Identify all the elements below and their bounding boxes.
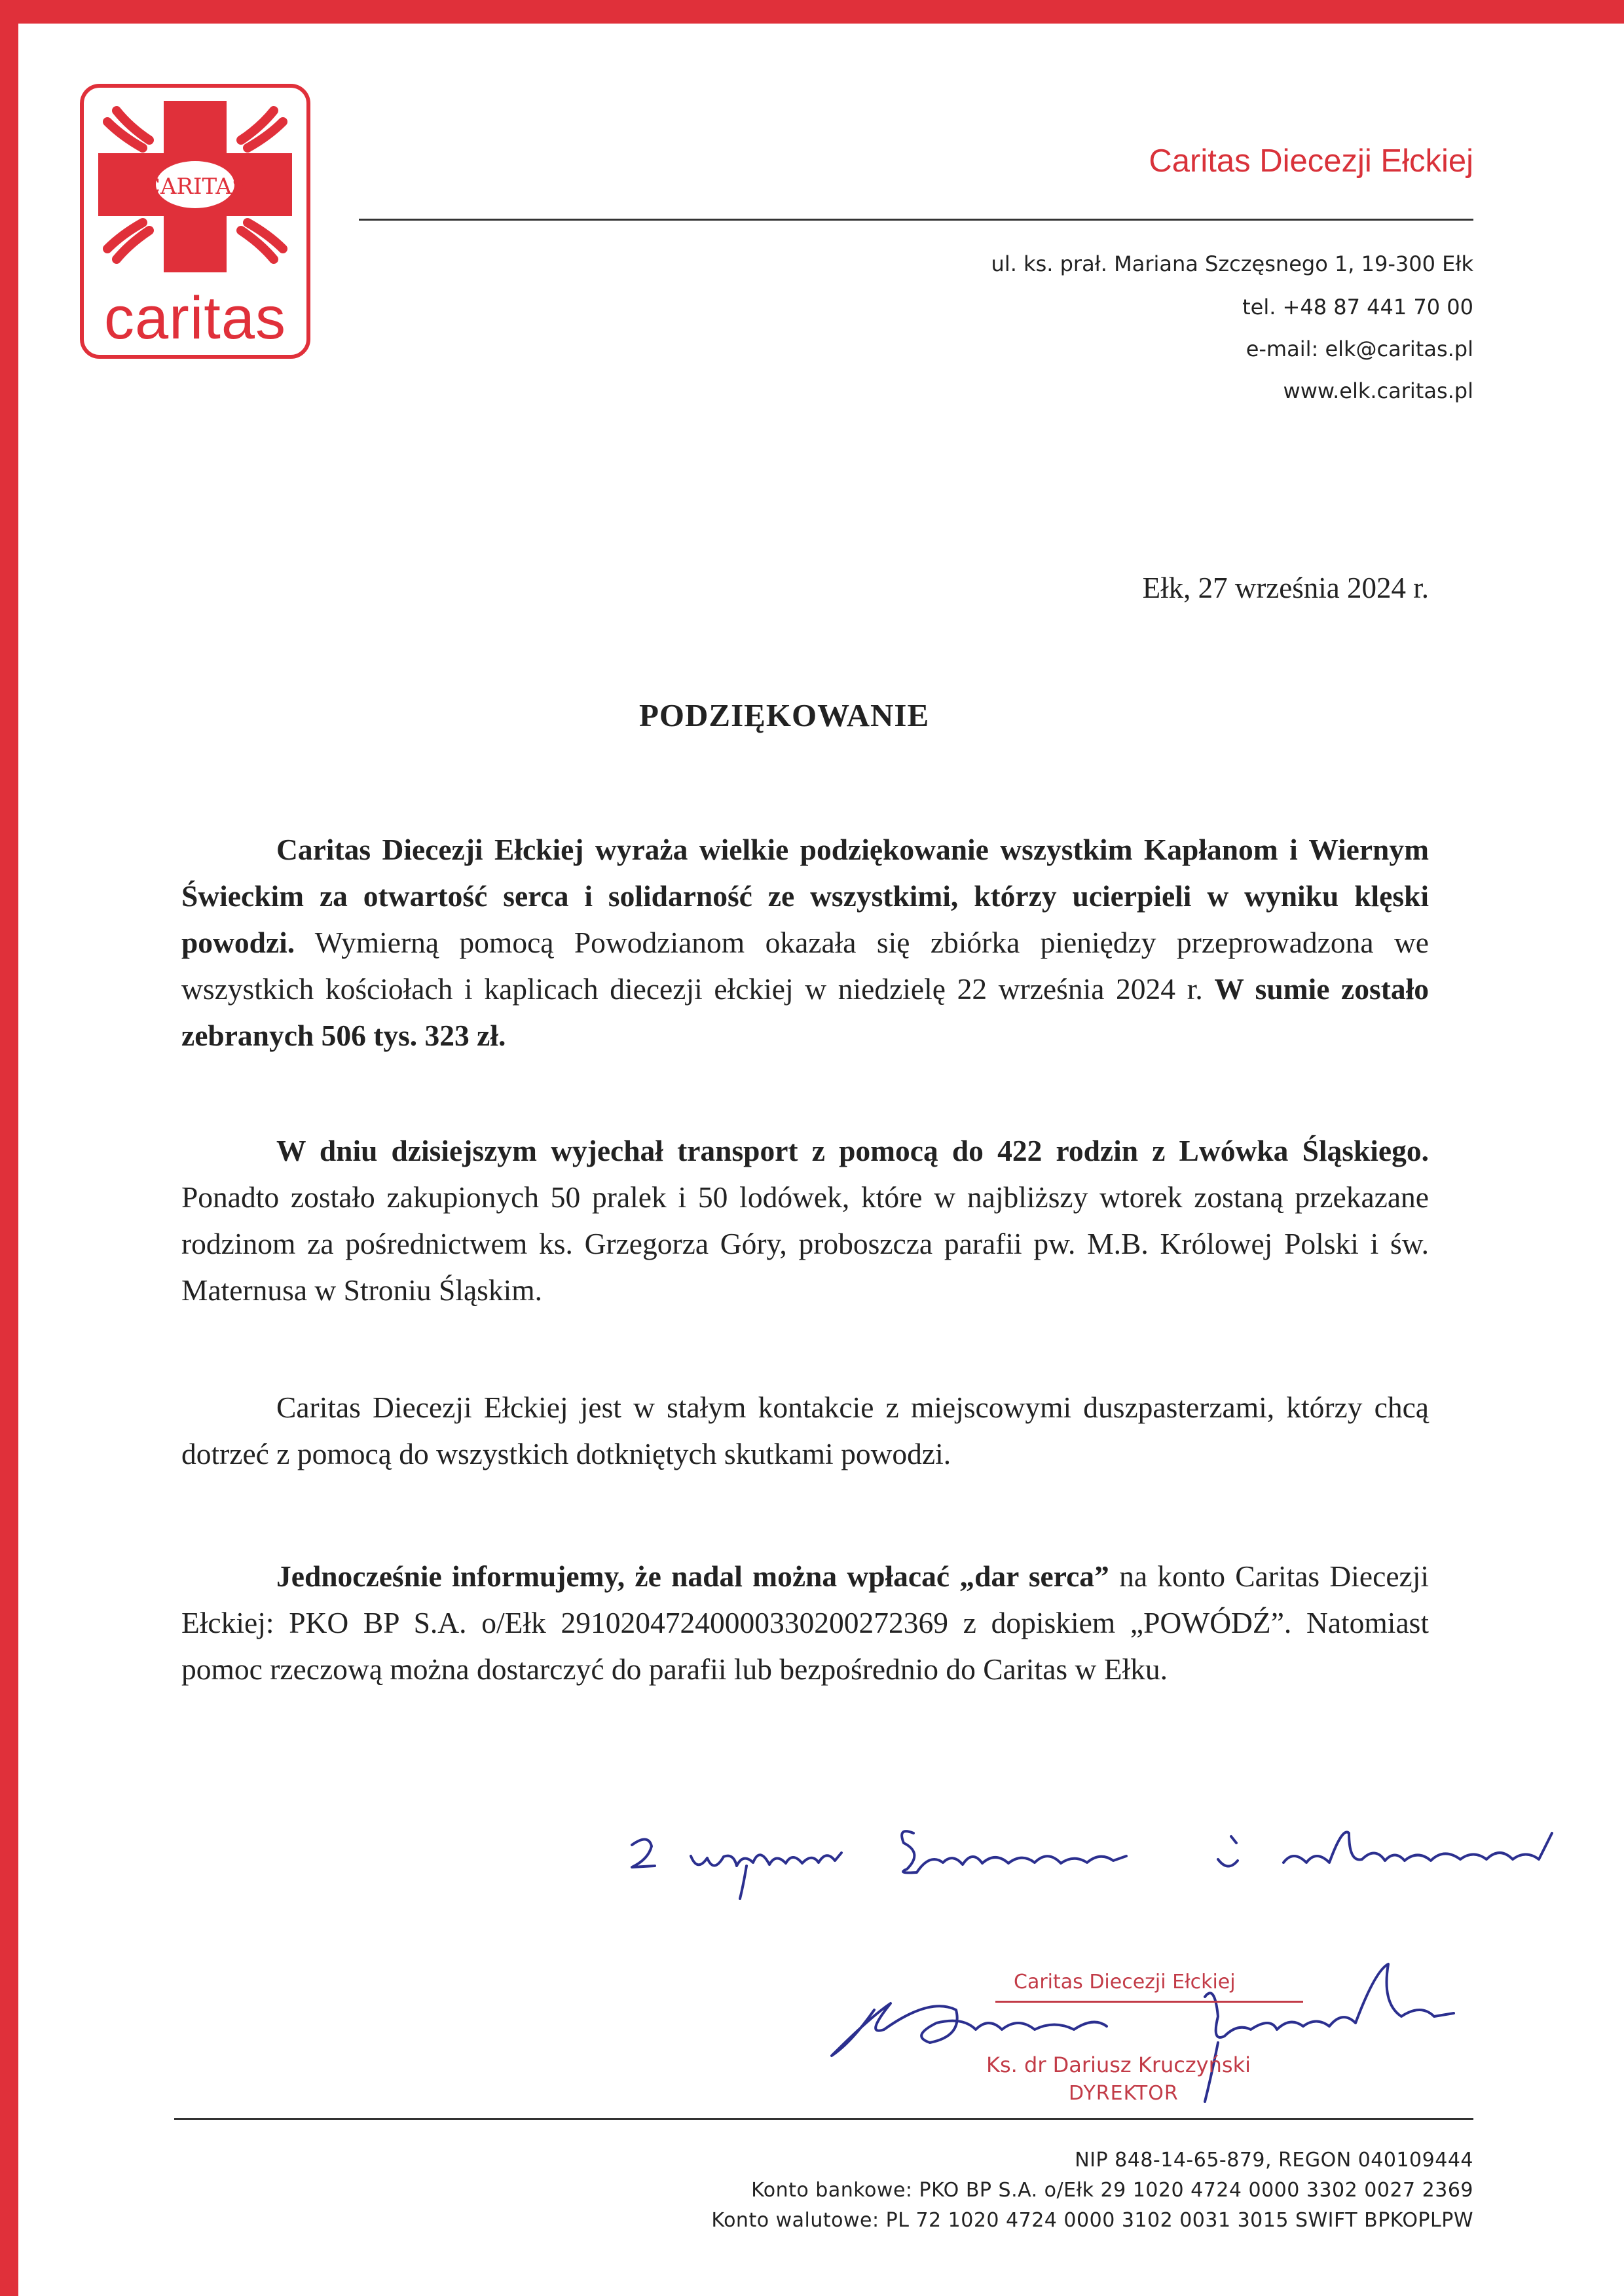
p2-bold: W dniu dzisiejszym wyjechał transport z pomocą do 422 rodzin z Lwówka Śląskiego. — [276, 1134, 1429, 1167]
p1-bold-end: W sumie zostało zebranych 506 tys. 323 zł. — [181, 972, 1430, 1052]
stamp-signatory-name: Ks. dr Dariusz Kruczyński — [986, 2052, 1251, 2077]
email-line: e-mail: elk@caritas.pl — [1246, 337, 1473, 361]
logo-wordmark: caritas — [104, 285, 286, 352]
p1-text: Wymierną pomocą Powodzianom okazała się zbiórka pieniędzy przeprowadzona we wszystkich kościołach i kaplicach diecezji ełckiej w niedzielę 22 września 2024 r. — [181, 926, 1429, 1006]
organization-name: Caritas Diecezji Ełckiej — [1149, 143, 1473, 179]
address-line: ul. ks. prał. Mariana Szczęsnego 1, 19-300 Ełk — [991, 251, 1473, 276]
stamp-organization: Caritas Diecezji Ełckiej — [1014, 1971, 1236, 1994]
letter-title: PODZIĘKOWANIE — [639, 697, 930, 733]
stamp-signatory-title: DYREKTOR — [1069, 2082, 1179, 2105]
footer-currency-account: Konto walutowe: PL 72 1020 4724 0000 3102 0031 3015 SWIFT BPKOPLPW — [711, 2209, 1473, 2232]
p4-text: na konto Caritas Diecezji Ełckiej: PKO BP S.A. o/Ełk 29102047240000330200272369 z dopiskiem „POWÓDŹ”. Natomiast pomoc rzeczową można dostarczyć do parafii lub bezpośrednio do Caritas w Ełku. — [181, 1559, 1429, 1686]
stamp-divider — [995, 2001, 1303, 2003]
p4-bold: Jednocześnie informujemy, że nadal można wpłacać „dar serca” — [276, 1559, 1109, 1593]
letter-date: Ełk, 27 września 2024 r. — [1142, 572, 1429, 604]
website-line: www.elk.caritas.pl — [1283, 378, 1473, 403]
footer-tax-ids: NIP 848-14-65-879, REGON 040109444 — [1075, 2149, 1473, 2172]
logo-cross-text: CARITAS — [143, 173, 248, 200]
p2-text: Ponadto zostało zakupionych 50 pralek i 50 lodówek, które w najbliższy wtorek zostaną przekazane rodzinom za pośrednictwem ks. Grzegorza Góry, proboszcza parafii pw. M.B. Królowej Polski i św. Maternusa w Stroniu Śląskim. — [181, 1180, 1429, 1307]
p3-text: Caritas Diecezji Ełckiej jest w stałym kontakcie z miejscowymi duszpasterzami, którzy chcą dotrzeć z pomocą do wszystkich dotkniętych skutkami powodzi. — [181, 1391, 1429, 1470]
footer-bank-account: Konto bankowe: PKO BP S.A. o/Ełk 29 1020 4724 0000 3302 0027 2369 — [751, 2179, 1473, 2202]
footer-divider — [174, 2118, 1473, 2120]
phone-line: tel. +48 87 441 70 00 — [1242, 295, 1473, 319]
p1-bold: Caritas Diecezji Ełckiej wyraża wielkie podziękowanie wszystkim Kapłanom i Wiernym Świeckim za otwartość serca i solidarność ze wszystkimi, którzy ucierpieli w wyniku klęski powodzi. — [181, 833, 1429, 959]
